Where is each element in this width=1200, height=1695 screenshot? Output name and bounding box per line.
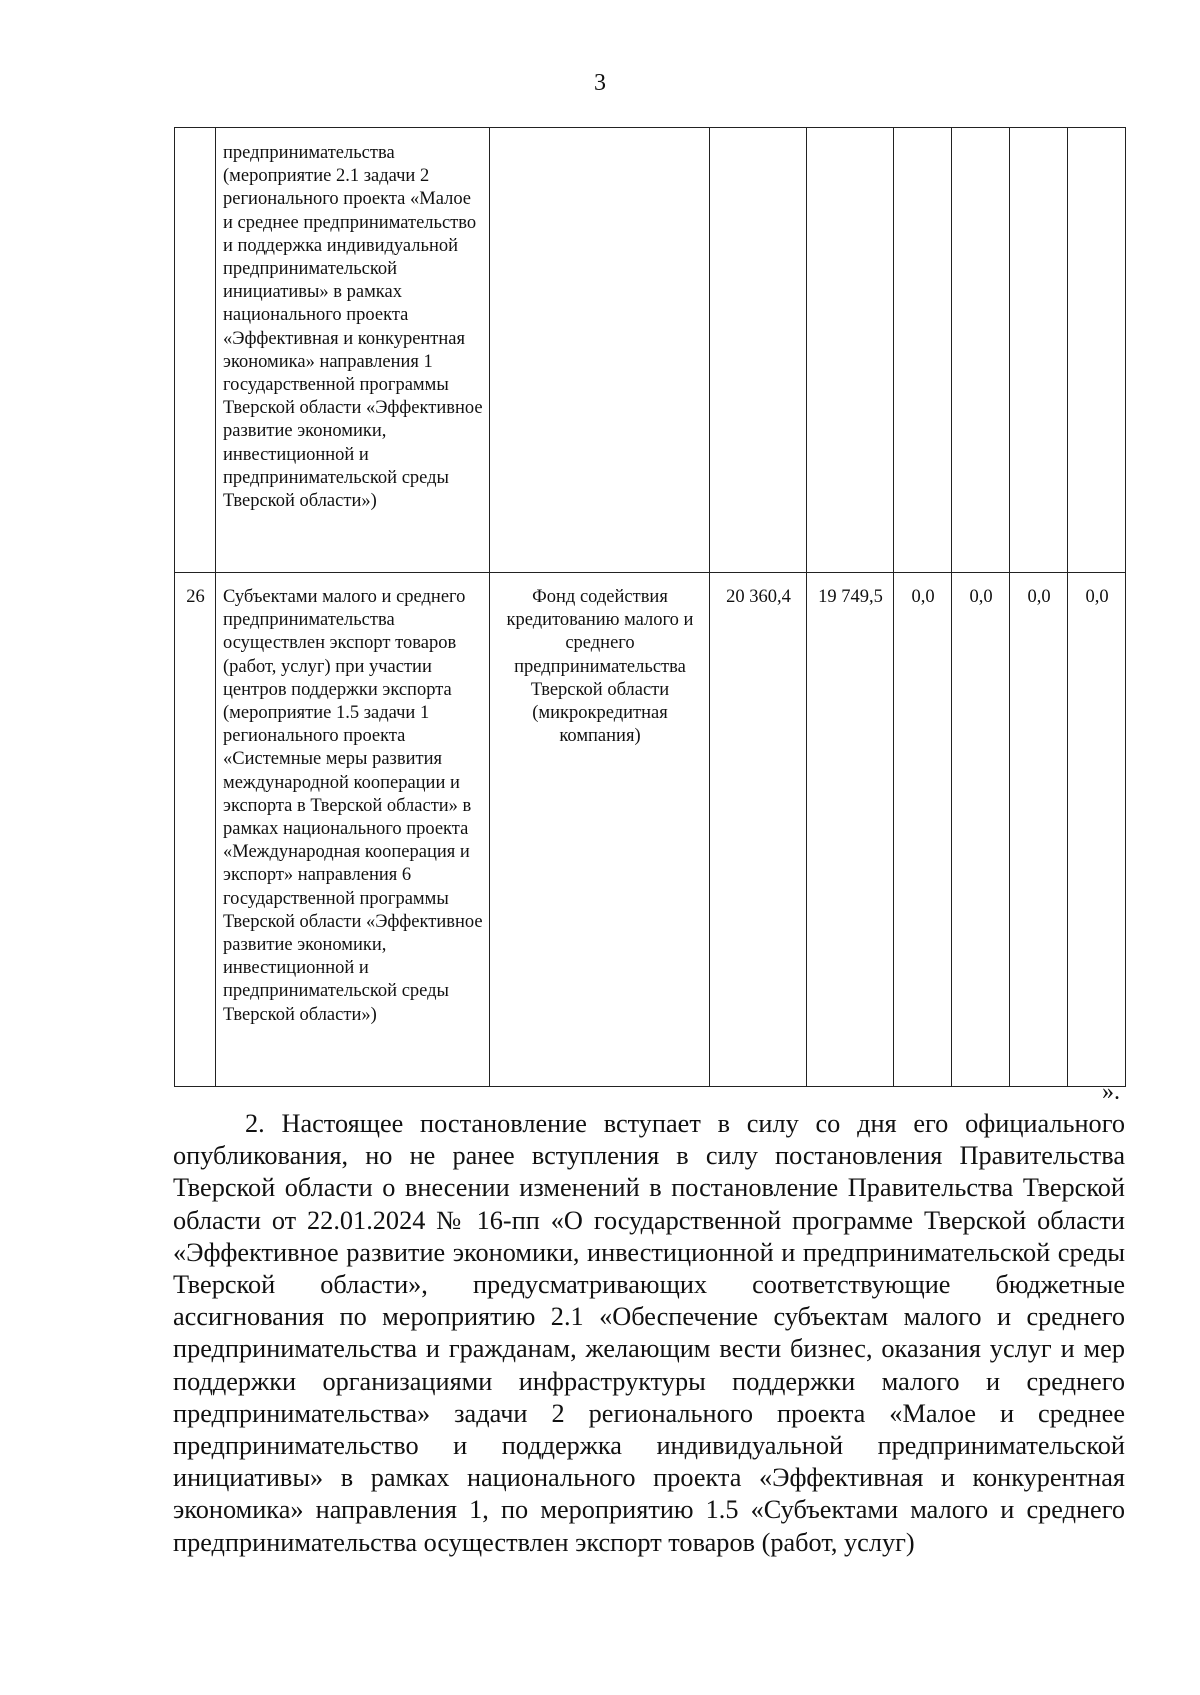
closing-quote: ». xyxy=(1102,1079,1120,1105)
responsible-organization xyxy=(490,128,710,573)
measure-description: предпринимательства (мероприятие 2.1 задачи 2 регионального проекта «Малое и среднее предпринимательство и поддержка индивидуальной предпринимательской инициативы» в рамках национального проекта «Эффективная и конкурентная экономика» направления 1 государственной программы Тверской области «Эффективное развитие экономики, инвестиционной и предпринимательской среды Тверской области») xyxy=(216,128,490,573)
funding-value xyxy=(894,128,952,573)
body-paragraph: 2. Настоящее постановление вступает в силу со дня его официального опубликования, но не ранее вступления в силу постановления Правительства Тверской области о внесении изменений в постановление Правительства Тверской области от 22.01.2024 № 16-пп «О государственной программе Тверской области «Эффективное развитие экономики, инвестиционной и предпринимательской среды Тверской области», предусматривающих соответствующие бюджетные ассигнования по мероприятию 2.1 «Обеспечение субъектам малого и среднего предпринимательства и гражданам, желающим вести бизнес, оказания услуг и мер поддержки организациями инфраструктуры поддержки малого и среднего предпринимательства» задачи 2 регионального проекта «Малое и среднее предпринимательство и поддержка индивидуальной предпринимательской инициативы» в рамках национального проекта «Эффективная и конкурентная экономика» направления 1, по мероприятию 1.5 «Субъектами малого и среднего предпринимательства осуществлен экспорт товаров (работ, услуг) xyxy=(173,1109,1125,1557)
table-row xyxy=(175,573,1126,1087)
funding-value: 20 360,4 xyxy=(710,573,807,1087)
funding-value: 0,0 xyxy=(1010,573,1068,1087)
funding-value: 0,0 xyxy=(1068,573,1126,1087)
funding-value xyxy=(952,128,1010,573)
funding-value xyxy=(1068,128,1126,573)
funding-table xyxy=(174,127,1126,1087)
funding-value xyxy=(807,128,894,573)
row-number xyxy=(175,128,216,573)
funding-value: 0,0 xyxy=(894,573,952,1087)
measure-description: Субъектами малого и среднего предпринимательства осуществлен экспорт товаров (работ, услуг) при участии центров поддержки экспорта (мероприятие 1.5 задачи 1 регионального проекта «Системные меры развития международной кооперации и экспорта в Тверской области» в рамках национального проекта «Международная кооперация и экспорт» направления 6 государственной программы Тверской области «Эффективное развитие экономики, инвестиционной и предпринимательской среды Тверской области») xyxy=(216,573,490,1087)
funding-value: 0,0 xyxy=(952,573,1010,1087)
responsible-organization: Фонд содействия кредитованию малого и среднего предпринимательства Тверской области (микрокредитная компания) xyxy=(490,573,710,1087)
row-number: 26 xyxy=(175,573,216,1087)
funding-value xyxy=(710,128,807,573)
funding-value: 19 749,5 xyxy=(807,573,894,1087)
table-row xyxy=(175,128,1126,573)
funding-value xyxy=(1010,128,1068,573)
page-number: 3 xyxy=(594,70,606,96)
